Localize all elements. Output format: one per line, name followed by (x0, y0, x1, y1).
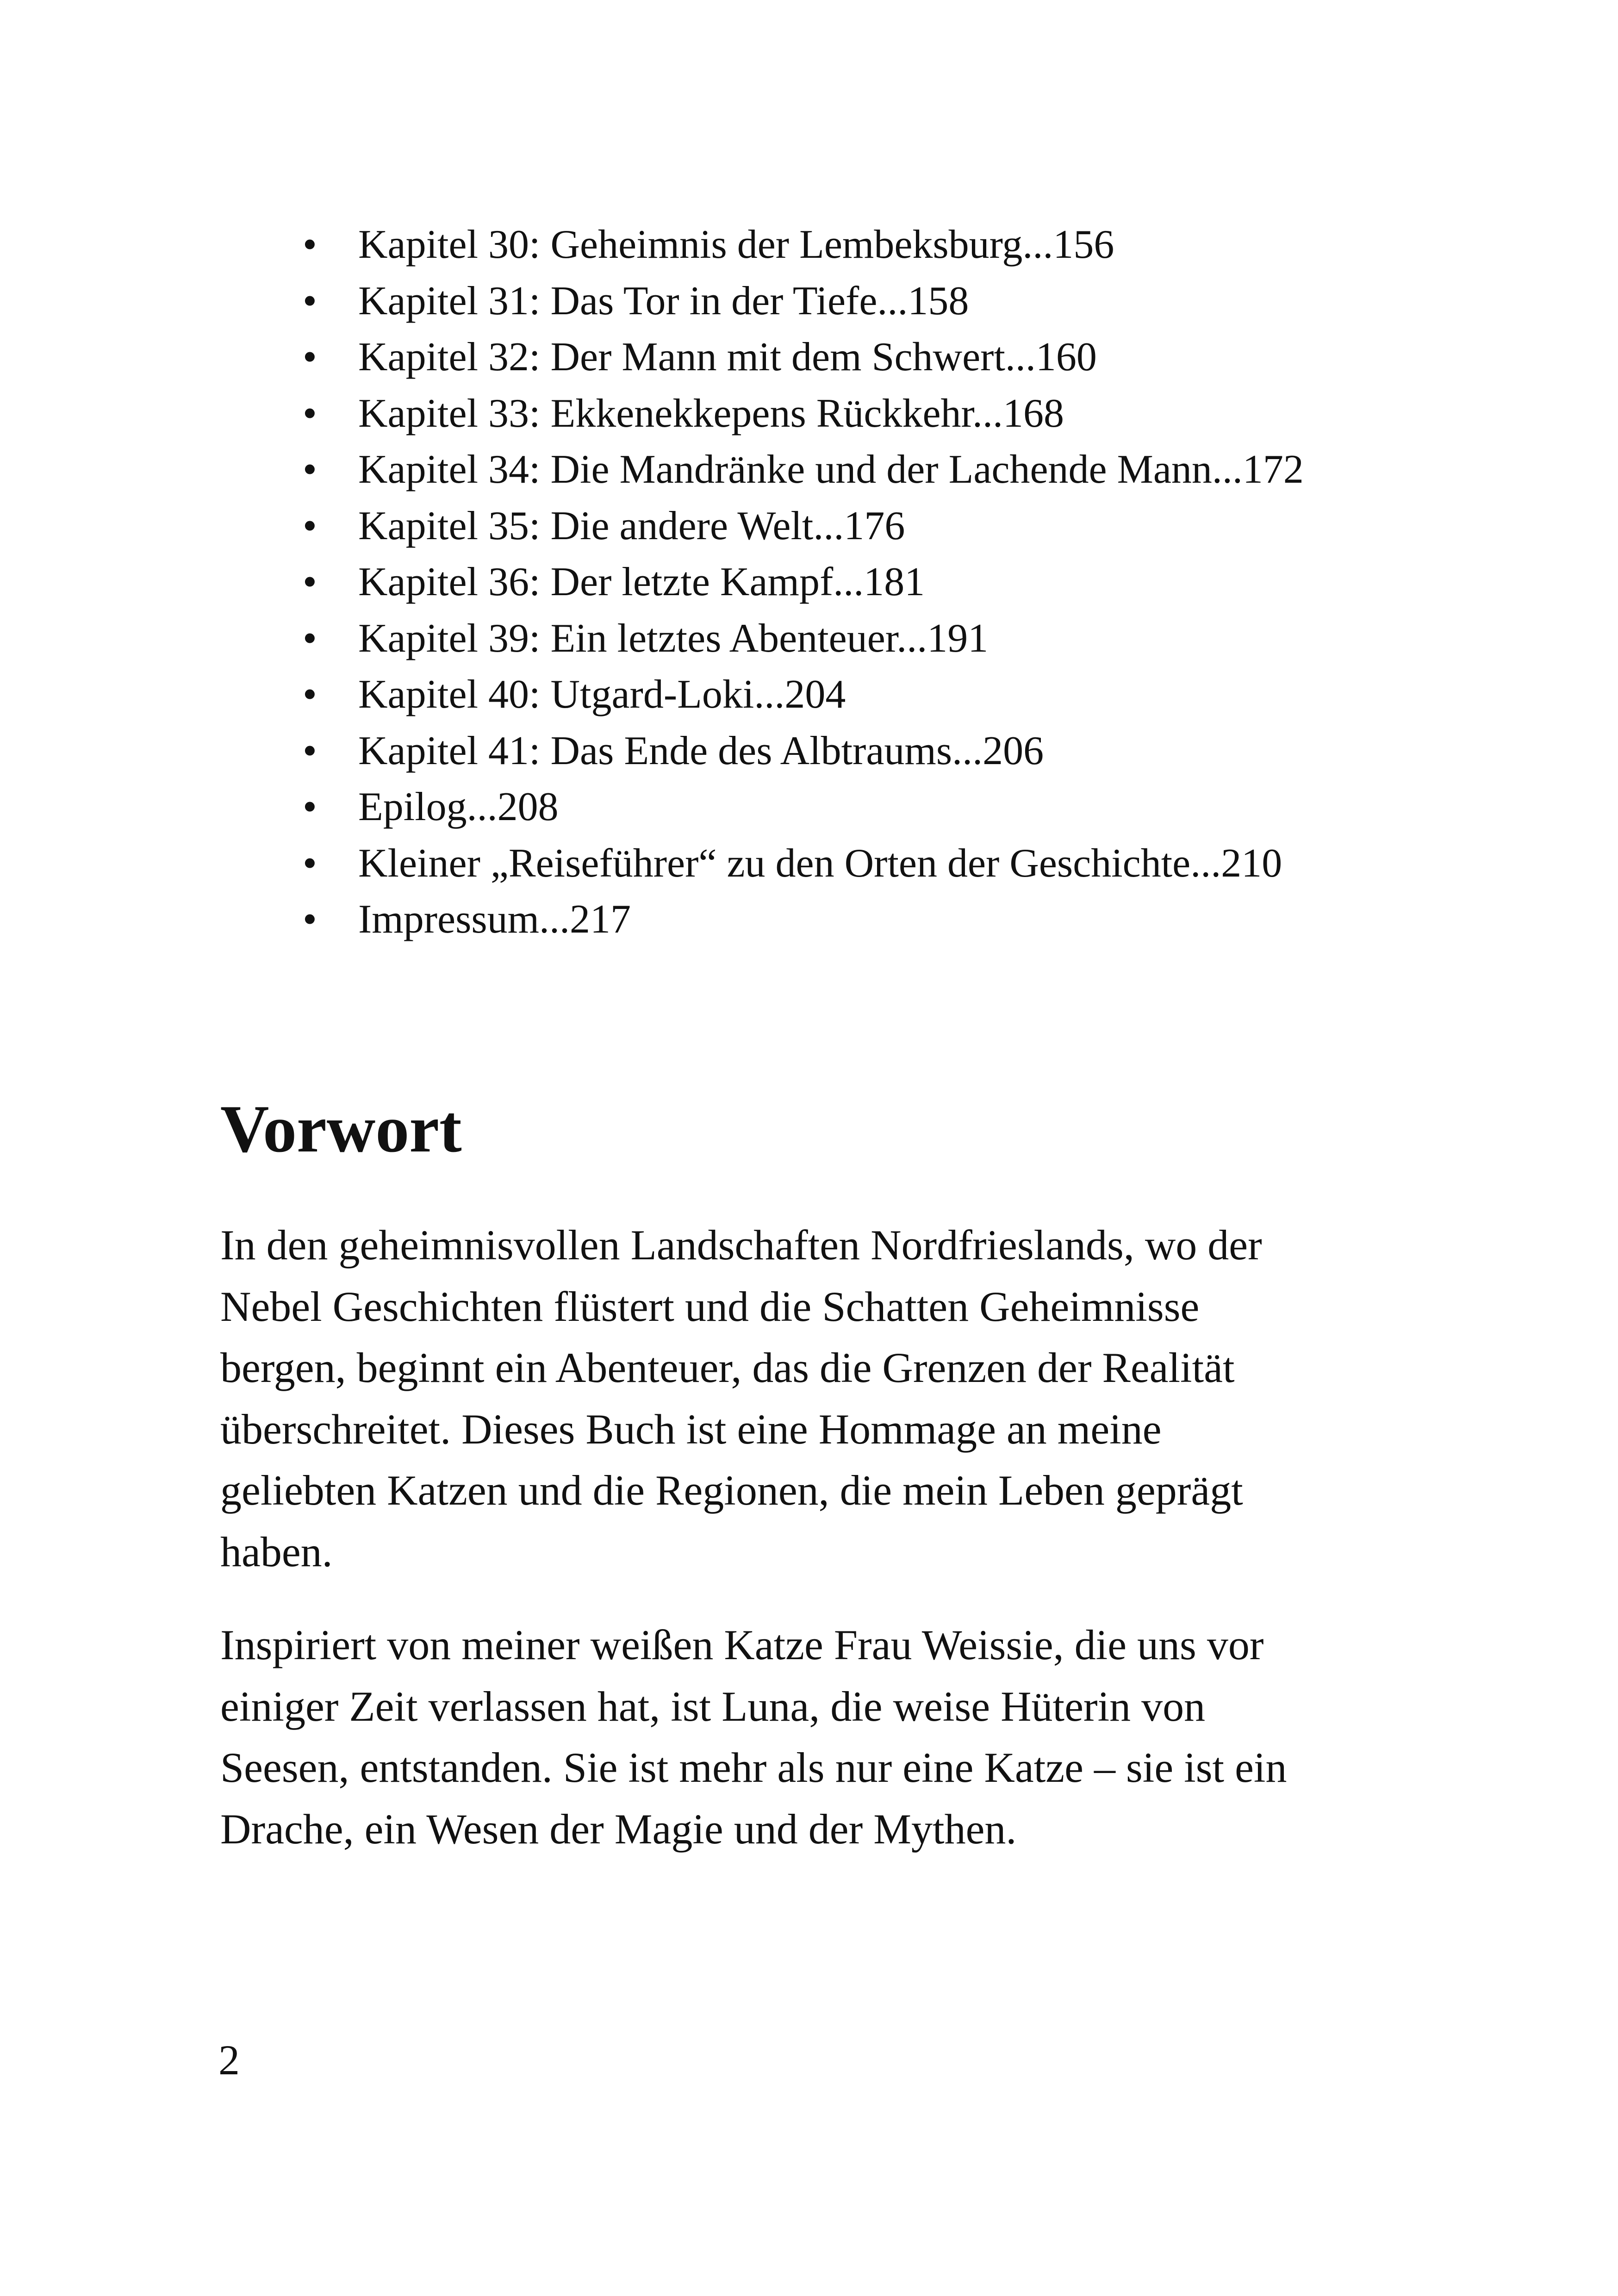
paragraph (220, 1614, 1287, 1860)
toc-entry (292, 891, 1304, 948)
bullet-icon: • (303, 616, 317, 661)
toc-entry (292, 386, 1304, 442)
toc-entry-text: Kapitel 36: Der letzte Kampf...181 (358, 560, 925, 604)
bullet-icon: • (303, 672, 317, 717)
toc-entry (292, 723, 1304, 779)
bullet-icon: • (303, 897, 317, 942)
toc-entry-text: Impressum...217 (358, 897, 631, 942)
bullet-icon: • (303, 503, 317, 548)
page-number: 2 (218, 2036, 240, 2084)
toc-entry-text: Kapitel 31: Das Tor in der Tiefe...158 (358, 278, 969, 324)
section-heading: Vorwort (220, 1091, 462, 1166)
toc-entry (292, 779, 1304, 835)
toc-entry (292, 835, 1304, 892)
toc-entry-text: Kapitel 40: Utgard-Loki...204 (358, 672, 846, 717)
paragraph-line: überschreitet. Dieses Buch ist eine Hommage an meine (220, 1405, 1162, 1453)
toc-entry-text: Kapitel 41: Das Ende des Albtraums...206 (358, 728, 1044, 773)
paragraph-line: haben. (220, 1528, 333, 1575)
toc-entry (292, 666, 1304, 723)
toc-entry (292, 554, 1304, 610)
table-of-contents (292, 217, 1304, 948)
bullet-icon: • (303, 222, 317, 267)
bullet-icon: • (303, 447, 317, 492)
paragraph-line: Inspiriert von meiner weißen Katze Frau Weissie, die uns vor (220, 1621, 1264, 1668)
toc-entry (292, 442, 1304, 498)
toc-entry (292, 273, 1304, 330)
bullet-icon: • (303, 784, 317, 829)
paragraph-line: geliebten Katzen und die Regionen, die mein Leben geprägt (220, 1467, 1243, 1514)
bullet-icon: • (303, 278, 317, 324)
toc-entry-text: Kapitel 30: Geheimnis der Lembeksburg...156 (358, 222, 1114, 267)
paragraph-line: Nebel Geschichten flüstert und die Schatten Geheimnisse (220, 1282, 1200, 1330)
toc-entry-text: Kapitel 39: Ein letztes Abenteuer...191 (358, 616, 989, 661)
paragraph-line: In den geheimnisvollen Landschaften Nordfrieslands, wo der (220, 1221, 1262, 1269)
toc-entry (292, 498, 1304, 554)
paragraph-line: Drache, ein Wesen der Magie und der Mythen. (220, 1805, 1017, 1853)
bullet-icon: • (303, 728, 317, 773)
paragraph (220, 1214, 1262, 1582)
toc-entry-text: Kapitel 35: Die andere Welt...176 (358, 503, 905, 548)
toc-entry-text: Kapitel 32: Der Mann mit dem Schwert...160 (358, 335, 1097, 380)
toc-entry-text: Kapitel 33: Ekkenekkepens Rückkehr...168 (358, 391, 1064, 436)
paragraph-line: Seesen, entstanden. Sie ist mehr als nur eine Katze – sie ist ein (220, 1744, 1287, 1791)
toc-entry-text: Kleiner „Reiseführer“ zu den Orten der Geschichte...210 (358, 840, 1282, 886)
paragraph-line: bergen, beginnt ein Abenteuer, das die Grenzen der Realität (220, 1344, 1235, 1391)
bullet-icon: • (303, 560, 317, 604)
toc-entry (292, 610, 1304, 667)
toc-entry (292, 329, 1304, 386)
toc-entry (292, 217, 1304, 273)
bullet-icon: • (303, 840, 317, 886)
paragraph-line: einiger Zeit verlassen hat, ist Luna, die weise Hüterin von (220, 1682, 1206, 1730)
toc-entry-text: Epilog...208 (358, 784, 559, 829)
toc-entry-text: Kapitel 34: Die Mandränke und der Lachende Mann...172 (358, 447, 1304, 492)
bullet-icon: • (303, 391, 317, 436)
bullet-icon: • (303, 335, 317, 380)
